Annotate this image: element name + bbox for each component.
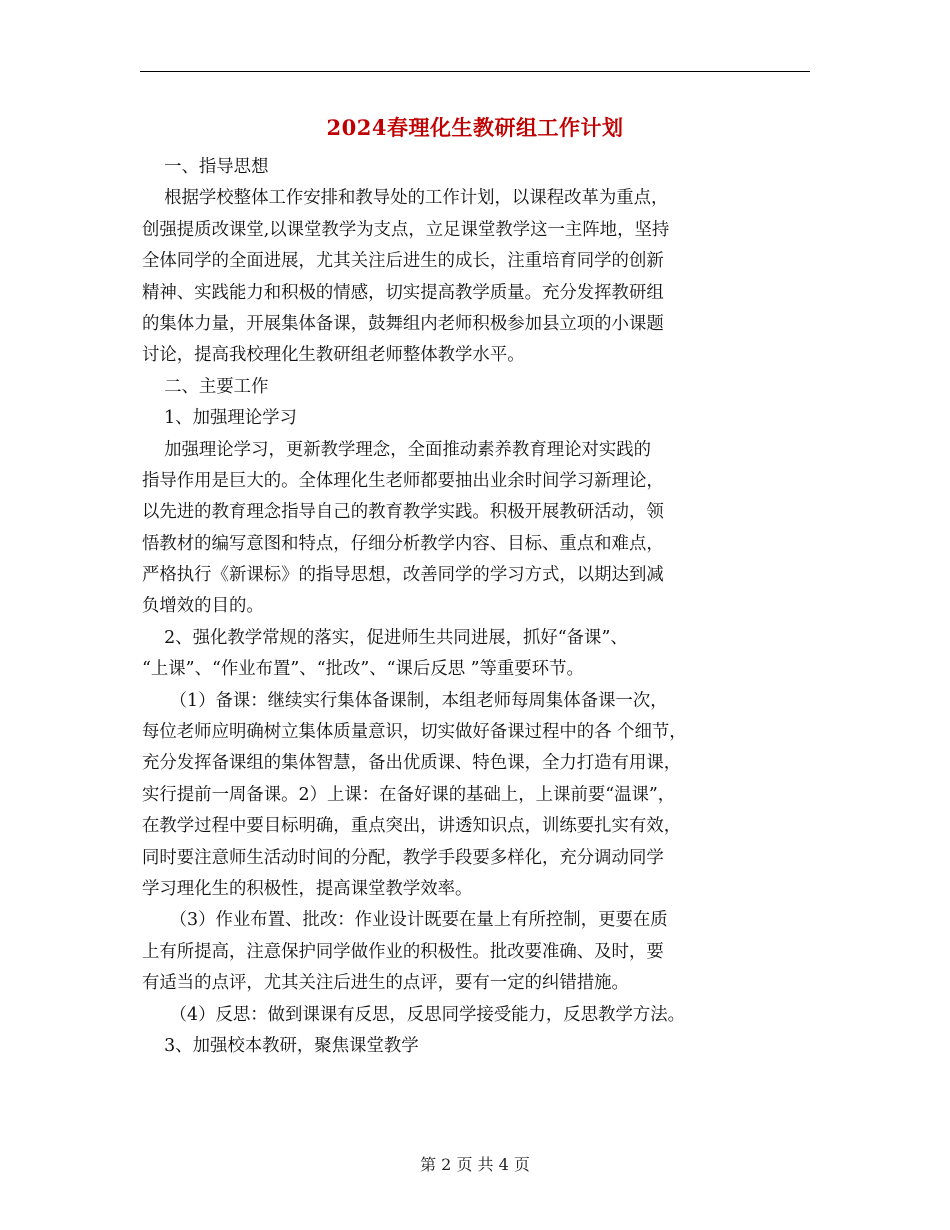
document-title: 2024春理化生教研组工作计划 xyxy=(326,115,624,140)
body-text-line: （3）作业布置、批改：作业设计既要在量上有所控制，更要在质 xyxy=(142,910,668,931)
body-text-line: （1）备课：继续实行集体备课制，本组老师每周集体备课一次， xyxy=(142,690,668,711)
body-text-line: 精神、实践能力和积极的情感，切实提高教学质量。充分发挥教研组 xyxy=(142,282,664,303)
body-text-line: 创强提质改课堂,以课堂教学为支点，立足课堂教学这一主阵地，坚持 xyxy=(142,219,670,240)
body-text-line: 二、主要工作 xyxy=(142,376,269,397)
body-text-line: 的集体力量，开展集体备课，鼓舞组内老师积极参加县立项的小课题 xyxy=(142,313,664,334)
body-text-line: 有适当的点评，尤其关注后进生的点评，要有一定的纠错措施。 xyxy=(142,973,629,994)
body-text-line: 同时要注意师生活动时间的分配，教学手段要多样化，充分调动同学 xyxy=(142,847,664,868)
body-text-line: 指导作用是巨大的。全体理化生老师都要抽出业余时间学习新理论， xyxy=(142,470,664,491)
body-text-line: “上课”、“作业布置”、“批改”、“课后反思 ”等重要环节。 xyxy=(142,659,584,680)
body-text-line: 充分发挥备课组的集体智慧，备出优质课、特色课，全力打造有用课， xyxy=(142,753,682,774)
body-text-line: （4）反思：做到课课有反思，反思同学接受能力，反思教学方法。 xyxy=(142,1004,686,1025)
body-text-line: 严格执行《新课标》的指导思想，改善同学的学习方式，以期达到减 xyxy=(142,565,664,586)
body-text-line: 上有所提高，注意保护同学做作业的积极性。批改要准确、及时，要 xyxy=(142,941,664,962)
body-text-line: 3、加强校本教研，聚焦课堂教学 xyxy=(142,1035,419,1056)
body-text-line: 每位老师应明确树立集体质量意识，切实做好备课过程中的各 个细节， xyxy=(142,722,687,743)
body-text-line: 全体同学的全面进展，尤其关注后进生的成长，注重培育同学的创新 xyxy=(142,251,664,272)
body-text-line: 一、指导思想 xyxy=(142,157,269,177)
body-text-line: 在教学过程中要目标明确，重点突出，讲透知识点，训练要扎实有效， xyxy=(142,816,682,837)
body-text-line: 2、强化教学常规的落实，促进师生共同进展，抓好“备课”、 xyxy=(142,627,628,648)
body-text-line: 负增效的目的。 xyxy=(142,596,264,617)
document-body xyxy=(142,152,822,1062)
body-text-line: 实行提前一周备课。2）上课：在备好课的基础上，上课前要“温课”， xyxy=(142,784,676,805)
body-text-line: 学习理化生的积极性，提高课堂教学效率。 xyxy=(142,878,473,899)
body-text-line: 以先进的教育理念指导自己的教育教学实践。积极开展教研活动，领 xyxy=(142,502,664,523)
header-rule xyxy=(140,71,810,72)
body-text-line: 讨论，提高我校理化生教研组老师整体教学水平。 xyxy=(142,345,525,366)
body-text-line: 1、加强理论学习 xyxy=(142,408,297,429)
body-text-line: 悟教材的编写意图和特点，仔细分析教学内容、目标、重点和难点， xyxy=(142,533,664,554)
body-text-line: 加强理论学习，更新教学理念，全面推动素养教育理论对实践的 xyxy=(142,439,652,460)
page-number-footer: 第 2 页 共 4 页 xyxy=(420,1155,530,1174)
body-text-line: 根据学校整体工作安排和教导处的工作计划，以课程改革为重点， xyxy=(142,188,669,209)
